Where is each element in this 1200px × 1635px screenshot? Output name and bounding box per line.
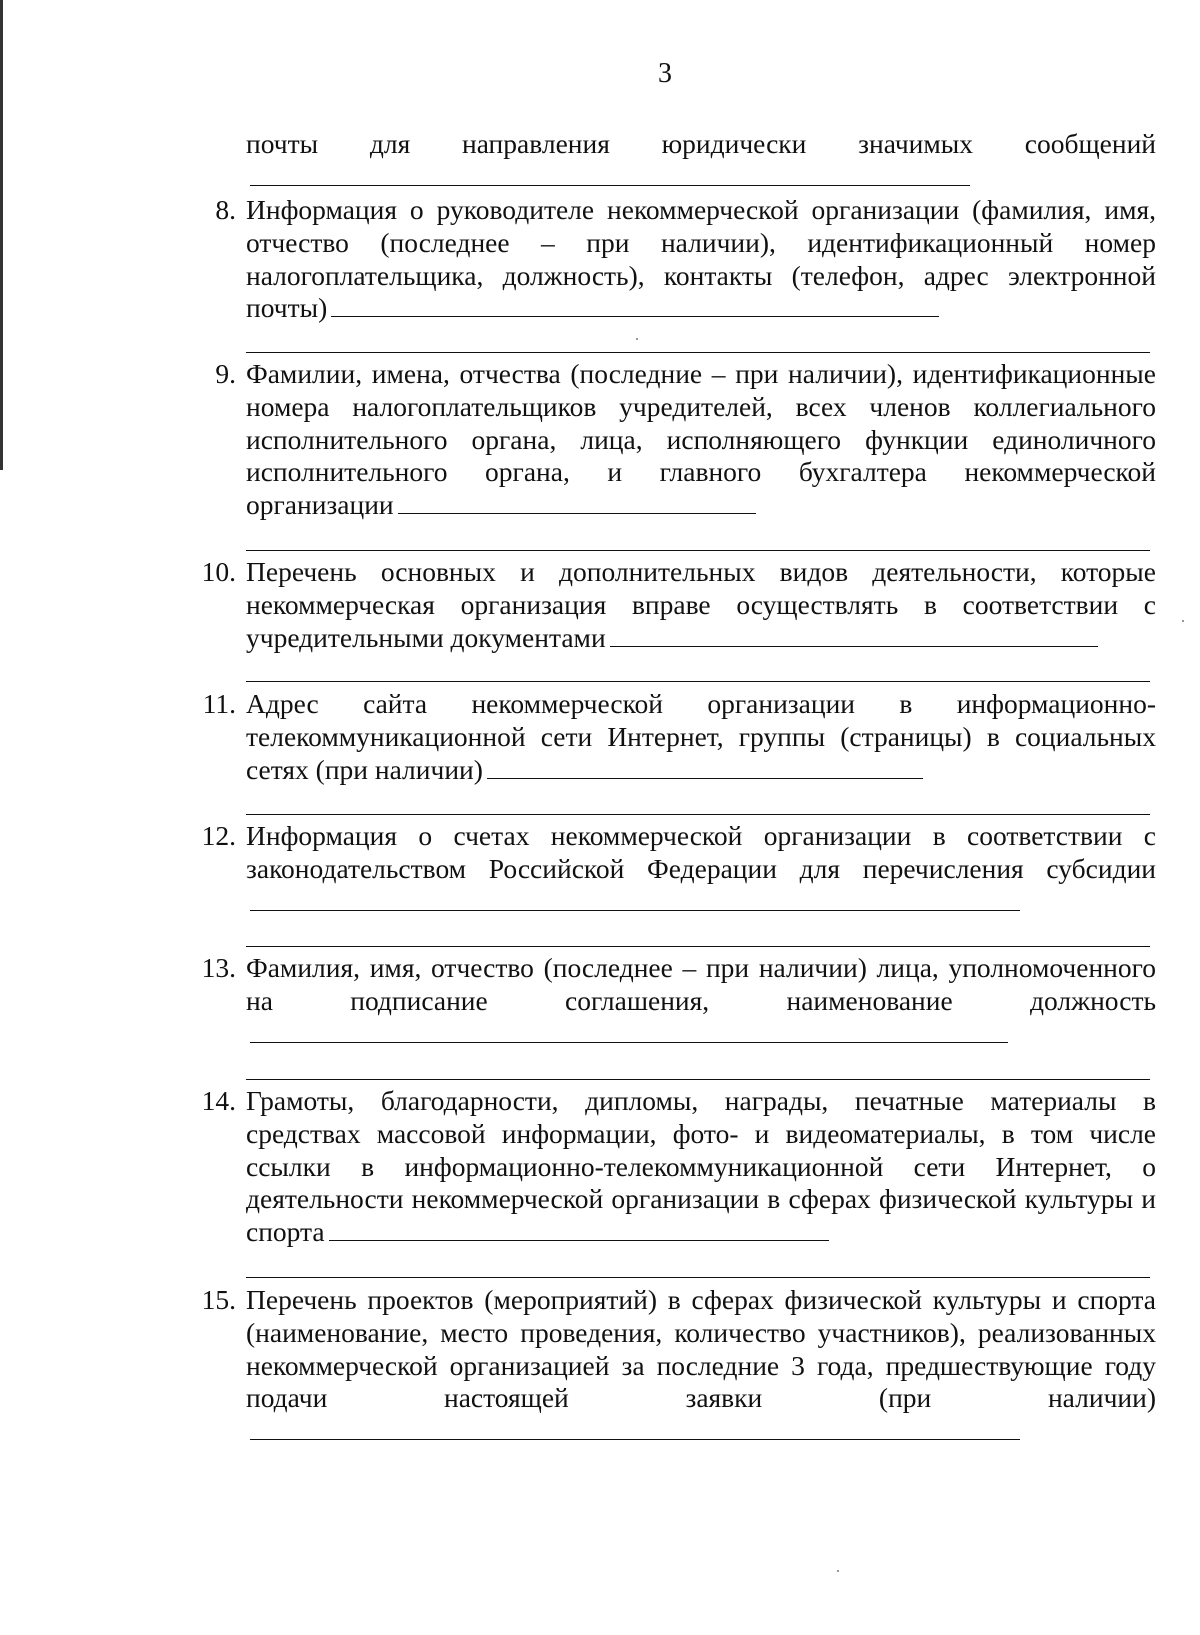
list-item: [215, 358, 1156, 522]
page-number: 3: [658, 58, 672, 89]
list-item: [215, 194, 1156, 325]
list-item: [201, 952, 1156, 1050]
scan-speck: [636, 338, 638, 340]
item-text: Информация о счетах некоммерческой организации в соответствии с законодательством Российской Федерации для перечисления субсидии: [246, 820, 1156, 884]
scan-speck: [1182, 620, 1184, 622]
item-number: 15.: [201, 1284, 236, 1315]
fill-in-line[interactable]: [329, 1220, 829, 1241]
list-item-continuation: [246, 128, 1156, 194]
list-item: [201, 820, 1156, 918]
item-text: Фамилия, имя, отчество (последнее – при наличии) лица, уполномоченного на подписание соглашения, наименование должность: [246, 952, 1156, 1016]
fill-in-line[interactable]: [331, 296, 939, 317]
fill-in-line[interactable]: [250, 890, 1020, 911]
item-text: Перечень проектов (мероприятий) в сферах физической культуры и спорта (наименование, место проведения, количество участников), реализованных некоммерческой организацией за последние 3 года, предшествующие году подачи настоящей заявки (при наличии): [246, 1284, 1156, 1414]
scan-speck: [837, 1570, 839, 1572]
list-item: [201, 556, 1156, 654]
fill-in-line[interactable]: [487, 758, 923, 779]
item-text: Адрес сайта некоммерческой организации в информационно-телекоммуникационной сети Интернет, группы (страницы) в социальных сетях (при наличии): [246, 688, 1156, 785]
fill-in-line[interactable]: [246, 681, 1150, 682]
list-item: [201, 1284, 1156, 1448]
item-number: 13.: [201, 952, 236, 983]
list-item: [202, 688, 1156, 786]
fill-in-line[interactable]: [246, 550, 1150, 551]
fill-in-line[interactable]: [246, 352, 1150, 353]
fill-in-line[interactable]: [250, 165, 970, 186]
item-number: 11.: [202, 688, 236, 719]
item-text: Фамилии, имена, отчества (последние – при наличии), идентификационные номера налогоплательщиков учредителей, всех членов коллегиального исполнительного органа, лица, исполняющего функции единоличного исполнительного органа, и главного бухгалтера некоммерческой организации: [246, 358, 1156, 521]
fill-in-line[interactable]: [246, 946, 1150, 947]
item-number: 9.: [215, 358, 236, 389]
item-text: Перечень основных и дополнительных видов деятельности, которые некоммерческая организация вправе осуществлять в соответствии с учредительными документами: [246, 556, 1156, 653]
fill-in-line[interactable]: [398, 493, 756, 514]
item-number: 8.: [215, 194, 236, 225]
list-item: [201, 1085, 1156, 1249]
item-number: 14.: [201, 1085, 236, 1116]
fill-in-line[interactable]: [250, 1419, 1020, 1440]
item-number: 12.: [201, 820, 236, 851]
item-text: почты для направления юридически значимых сообщений: [246, 128, 1156, 159]
fill-in-line[interactable]: [246, 1277, 1150, 1278]
fill-in-line[interactable]: [250, 1022, 1008, 1043]
fill-in-line[interactable]: [246, 1079, 1150, 1080]
fill-in-line[interactable]: [246, 814, 1150, 815]
item-text: Информация о руководителе некоммерческой организации (фамилия, имя, отчество (последнее – при наличии), идентификационный номер налогоплательщика, должность), контакты (телефон, адрес электронной почты): [246, 194, 1156, 324]
item-number: 10.: [201, 556, 236, 587]
item-text: Грамоты, благодарности, дипломы, награды, печатные материалы в средствах массовой информации, фото- и видеоматериалы, в том числе ссылки в информационно-телекоммуникационной сети Интернет, о деятельности некоммерческой организации в сферах физической культуры и спорта: [246, 1085, 1156, 1248]
fill-in-line[interactable]: [610, 626, 1098, 647]
